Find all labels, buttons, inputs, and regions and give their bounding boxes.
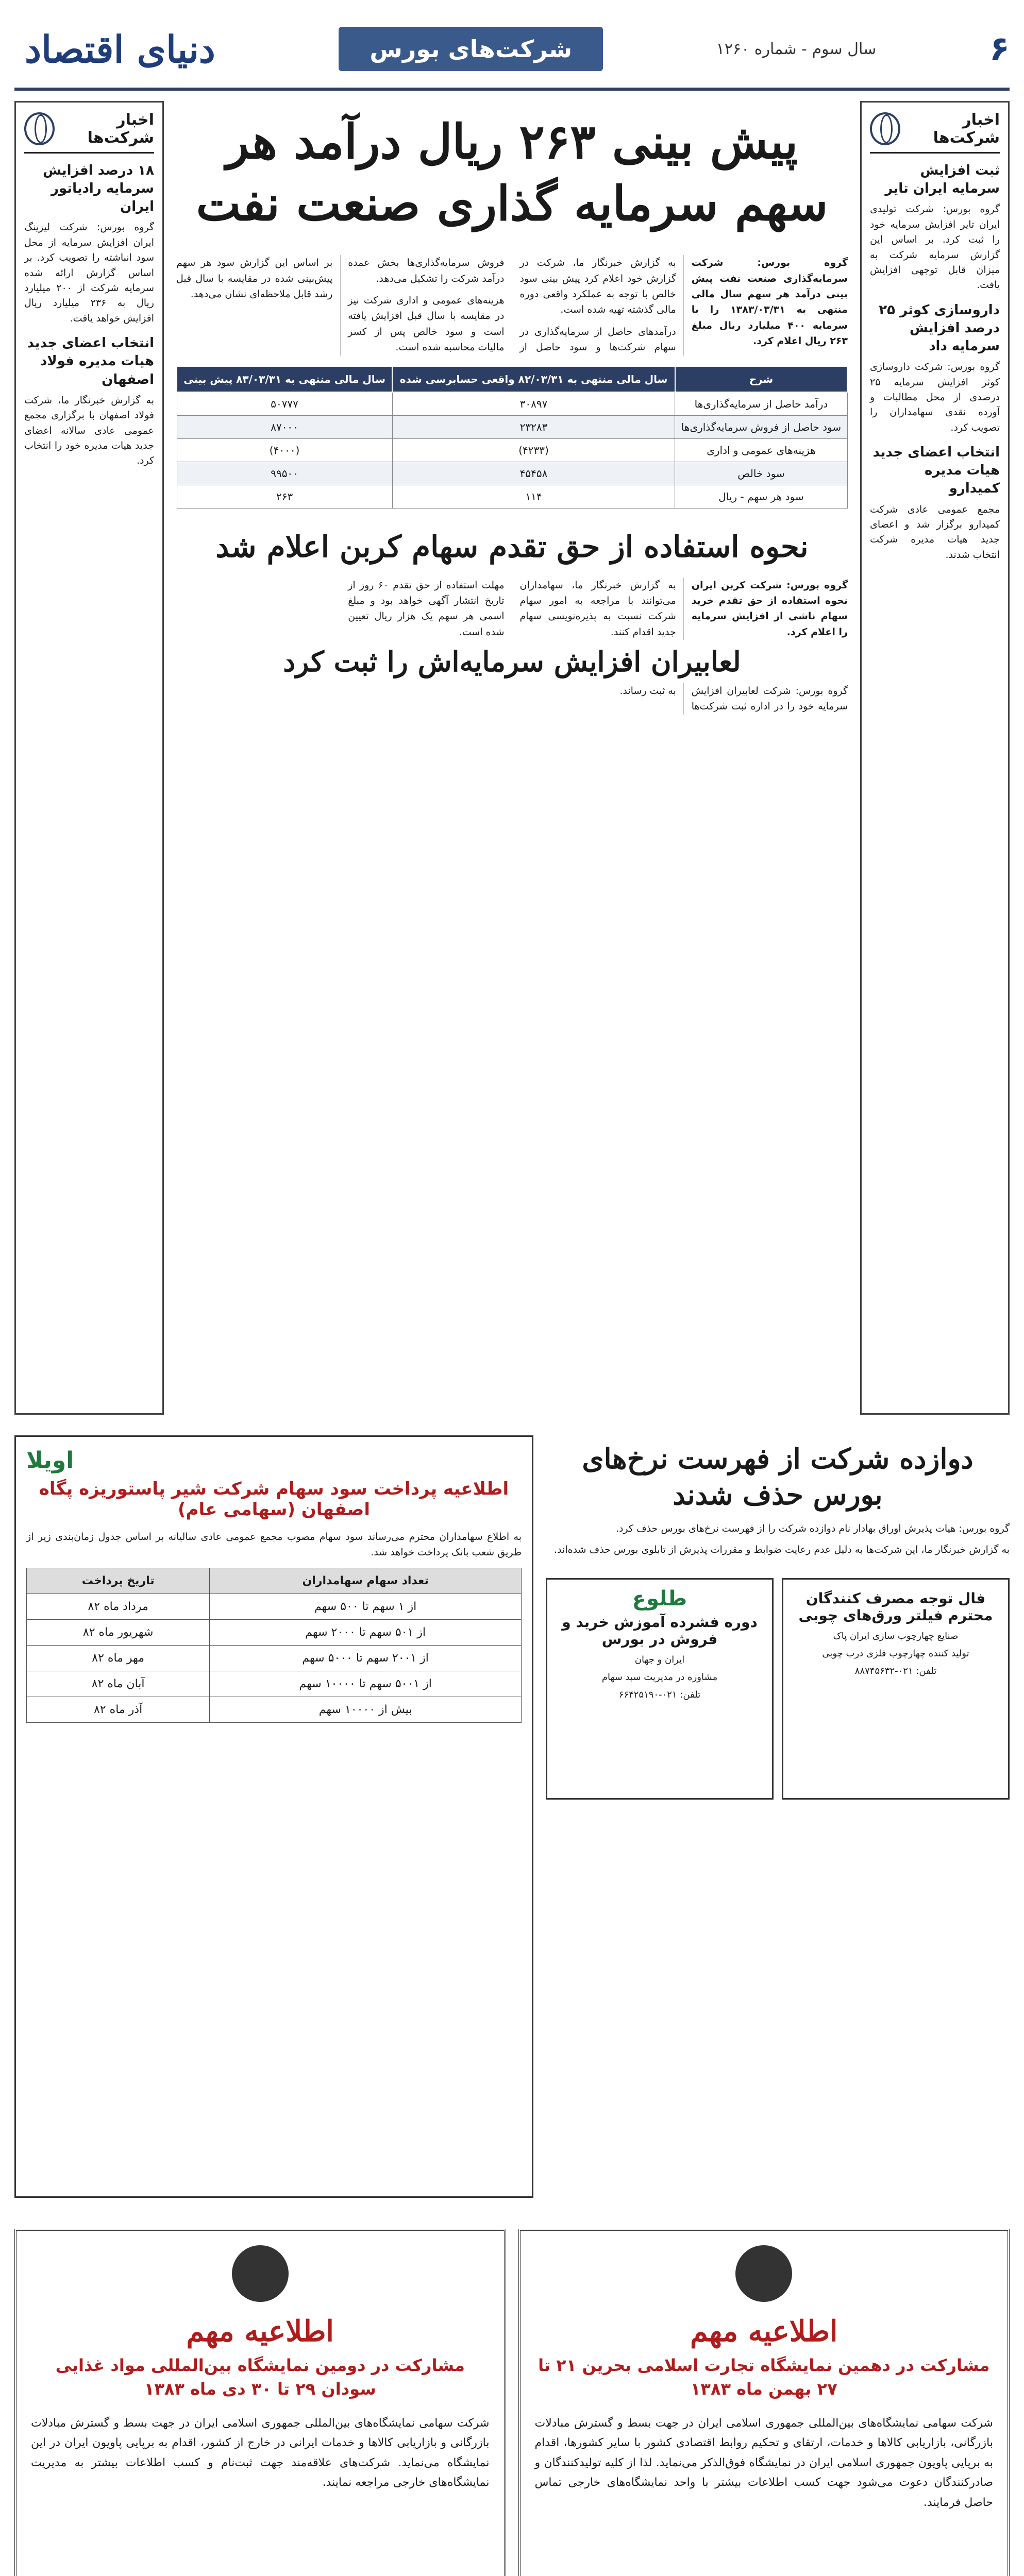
story-two-title: نحوه استفاده از حق تقدم سهام کربن اعلام شد [215,529,809,564]
middle-right [546,1435,1010,2198]
table-row [177,392,847,416]
article-lead: گروه بورس: شرکت سرمایه‌گذاری صنعت نفت پیش بینی درآمد هر سهم سال مالی منتهی به ۱۳۸۳/۰۳/۳۱ را با سرمایه ۴۰۰ میلیارد ریال مبلغ ۲۶۳ ریال اعلام کرد. [691,257,848,347]
story-two-article [176,578,848,640]
table-row [177,438,847,462]
table-cell: سود خالص [675,462,847,485]
table-cell: ۳۰۸۹۷ [392,392,675,416]
ad-title: دوره فشرده آموزش خرید و فروش در بورس [562,1614,758,1648]
story-four-title: لعابیران افزایش سرمایه‌اش را ثبت کرد [283,645,741,679]
article-paragraph: بر اساس این گزارش سود هر سهم پیش‌بینی شده در مقایسه با سال قبل رشد قابل ملاحظه‌ای نشان می‌دهد. [176,257,333,300]
section-title: شرکت‌های بورس [339,27,603,71]
masthead [14,10,1010,91]
emblem-icon [735,2245,792,2302]
table-cell: از ۱ سهم تا ۵۰۰ سهم [210,1594,522,1619]
right-sidebar [860,101,1010,1415]
article-paragraph: درآمدهای حاصل از سرمایه‌گذاری در سهام شرکت‌ها و سود حاصل از فروش سرمایه‌گذاری‌ها بخش عمده درآمد شرکت را تشکیل می‌دهد. [348,257,676,353]
table-cell: مرداد ماه ۸۲ [27,1594,210,1619]
bottom-notices [14,2229,1010,2576]
table-cell: ۹۹۵۰۰ [177,462,392,485]
table-row [177,485,847,508]
news-headline: انتخاب اعضای جدید هیات مدیره کمیدارو [872,445,1000,497]
main-article [176,255,848,355]
right-sidebar-head [870,111,1000,154]
notice-bahrain [518,2229,1010,2576]
left-sidebar [14,101,164,1415]
news-body: مجمع عمومی عادی شرکت کمیدارو برگزار شد و اعضای جدید هیات مدیره شرکت انتخاب شدند. [870,503,1000,561]
article-paragraph: گروه بورس: شرکت کربن ایران نحوه استفاده از حق تقدم خرید سهام ناشی از افزایش سرمایه را اعلام کرد. [691,579,848,638]
table-header: تعداد سهام سهامداران [210,1568,522,1594]
article-paragraph: به گزارش خبرنگار ما، این شرکت‌ها به دلیل عدم رعایت ضوابط و مقررات پذیرش از تابلوی بورس حذف شده‌اند. [554,1544,1010,1555]
ad-line: صنایع چهارچوب سازی ایران پاک [833,1631,959,1642]
table-cell: از ۵۰۰۱ سهم تا ۱۰۰۰۰ سهم [210,1671,522,1697]
globe-icon [24,112,55,145]
notice-title: اطلاعیه مهم [186,2314,334,2348]
table-cell: درآمد حاصل از سرمایه‌گذاری‌ها [675,392,847,416]
table-cell: ۴۵۴۵۸ [392,462,675,485]
article-paragraph: هزینه‌های عمومی و اداری شرکت نیز در مقایسه با سال قبل افزایش یافته است و سود خالص پس از کسر مالیات محاسبه شده است. [348,294,505,353]
table-row [27,1594,522,1619]
main-content [176,101,848,1415]
sidebar-title: اخبار شرکت‌ها [933,111,1000,147]
sidebar-title: اخبار شرکت‌ها [87,111,154,147]
table-cell: شهریور ماه ۸۲ [27,1619,210,1645]
story-four-article [176,683,848,715]
table-header: تاریخ پرداخت [27,1568,210,1594]
table-cell: از ۵۰۱ سهم تا ۲۰۰۰ سهم [210,1619,522,1645]
table-row [27,1645,522,1671]
notice-subtitle: مشارکت در دهمین نمایشگاه تجارت اسلامی بحرین ۲۱ تا ۲۷ بهمن ماه ۱۳۸۳ [538,2355,990,2399]
ad-brand: طلوع [632,1587,687,1611]
table-cell: (۴۰۰۰) [177,438,392,462]
table-row [27,1619,522,1645]
notice-subtitle: مشارکت در دومین نمایشگاه بین‌المللی مواد غذایی سودان ۲۹ تا ۳۰ دی ماه ۱۳۸۳ [55,2355,465,2399]
story-three-title: دوازده شرکت از فهرست نرخ‌های بورس حذف شدند [582,1442,973,1512]
page-number: ۶ [989,30,1010,68]
ad-title: فال توجه مصرف کنندگان محترم فیلتر ورق‌های چوبی [798,1590,993,1624]
table-row [27,1697,522,1722]
notice-title: اطلاعیه مهم [690,2314,838,2348]
article-paragraph: مهلت استفاده از حق تقدم ۶۰ روز از تاریخ انتشار آگهی خواهد بود و مبلغ اسمی هر سهم یک هزار ریال تعیین شده است. [348,579,505,638]
company-logo: اویلا [26,1447,74,1473]
table-cell: هزینه‌های عمومی و اداری [675,438,847,462]
top-region [14,101,1010,1415]
issue-info: سال سوم - شماره ۱۲۶۰ [716,40,877,58]
ads-row [546,1578,1010,1800]
table-cell: (۴۲۳۳) [392,438,675,462]
table-header: شرح [675,366,847,392]
dividend-notice [14,1435,533,2198]
notice-sudan [14,2229,506,2576]
news-body: گروه بورس: شرکت لیزینگ ایران افزایش سرمایه از محل سود انباشته را تصویب کرد. بر اساس گزارش ارائه شده سرمایه شرکت از ۲۰۰ میلیارد ریال به ۲۳۶ میلیارد ریال افزایش خواهد یافت. [24,222,154,324]
notice-title: اطلاعیه پرداخت سود سهام شرکت شیر پاستوریزه پگاه اصفهان (سهامی عام) [39,1479,509,1520]
table-cell: ۸۷۰۰۰ [177,415,392,438]
news-body: گروه بورس: شرکت تولیدی ایران تایر افزایش سرمایه خود را ثبت کرد. بر اساس این گزارش سرمایه شرکت به میزان قابل توجهی افزایش یافت. [870,204,1000,291]
globe-icon [870,112,900,145]
notice-body: شرکت سهامی نمایشگاه‌های بین‌المللی جمهوری اسلامی ایران در جهت بسط و گسترش مبادلات بازرگانی و بازاریابی کالاها و خدمات ایرانی در خارج از کشور، اقدام به برپایی پاویون ایران در این نمایشگاه می‌نماید. شرکت‌های علاقه‌مند جهت ثبت‌نام و کسب اطلاعات بیشتر به مدیریت نمایشگاه‌های خارجی مراجعه نمایند. [31,2416,490,2489]
table-cell: ۲۳۲۸۳ [392,415,675,438]
article-paragraph: به گزارش خبرنگار ما، شرکت در گزارش خود اعلام کرد پیش بینی سود خالص با توجه به عملکرد واقعی دوره مالی گذشته تهیه شده است. [519,257,676,316]
ad-line: ایران و جهان [634,1654,685,1666]
table-row [27,1671,522,1697]
ad-box [546,1578,774,1800]
table-cell: سود حاصل از فروش سرمایه‌گذاری‌ها [675,415,847,438]
news-body: به گزارش خبرنگار ما، شرکت فولاد اصفهان با برگزاری مجمع عمومی عادی سالانه اعضای جدید هیات مدیره خود را انتخاب کرد. [24,394,154,467]
article-paragraph: به گزارش خبرنگار ما، سهامداران می‌توانند با مراجعه به امور سهام شرکت نسبت به پذیره‌نویسی سهام جدید اقدام کنند. [519,579,676,638]
left-sidebar-head [24,111,154,154]
emblem-icon [232,2245,289,2302]
payment-schedule-table [26,1568,522,1723]
news-headline: انتخاب اعضای جدید هیات مدیره فولاد اصفهان [27,335,154,387]
table-row [177,462,847,485]
ad-line: تلفن: ۰۲۱-۶۶۴۲۵۱۹۰ [618,1689,701,1700]
table-cell: از ۲۰۰۱ سهم تا ۵۰۰۰ سهم [210,1645,522,1671]
table-header: سال مالی منتهی به ۸۳/۰۳/۳۱ پیش بینی [177,366,392,392]
newspaper-logo: دنیای اقتصاد [25,27,215,71]
news-headline: داروسازی کوثر ۲۵ درصد افزایش سرمایه داد [879,302,1000,354]
table-cell: ۵۰۷۷۷ [177,392,392,416]
financial-table [176,366,848,509]
ad-line: مشاوره در مدیریت سبد سهام [601,1672,718,1683]
table-cell: ۲۶۳ [177,485,392,508]
table-cell: سود هر سهم - ریال [675,485,847,508]
table-cell: ۱۱۴ [392,485,675,508]
article-paragraph: گروه بورس: هیات پذیرش اوراق بهادار نام دوازده شرکت را از فهرست نرخ‌های بورس حذف کرد. [615,1523,1010,1535]
article-paragraph: گروه بورس: شرکت لعابیران افزایش سرمایه خود را در اداره ثبت شرکت‌ها به ثبت رساند. [619,685,848,713]
main-headline: پیش بینی ۲۶۳ ریال درآمد هر سهم سرمایه گذاری صنعت نفت [196,114,828,231]
table-header: سال مالی منتهی به ۸۲/۰۳/۳۱ واقعی حسابرسی شده [392,366,675,392]
table-row [177,415,847,438]
ad-line: تولید کننده چهارچوب فلزی درب چوبی [822,1648,969,1659]
notice-body: شرکت سهامی نمایشگاه‌های بین‌المللی جمهوری اسلامی ایران در جهت بسط و گسترش مبادلات بازرگانی، بازاریابی کالاها و خدمات، ارتقای و تحکیم روابط اقتصادی کشور با سایر کشورها، اقدام به برپایی پاویون جمهوری اسلامی ایران در نمایشگاه فوق‌الذکر می‌نماید. لذا از کلیه تولیدکنندگان و صادرکنندگان دعوت می‌شود جهت کسب اطلاعات بیشتر با واحد نمایشگاه‌های خارجی تماس حاصل فرمایند. [534,2416,993,2509]
ad-line: تلفن: ۰۲۱-۸۸۷۴۵۶۳۲ [854,1665,937,1676]
news-headline: ۱۸ درصد افزایش سرمایه رادیاتور ایران [43,163,154,215]
table-cell: آبان ماه ۸۲ [27,1671,210,1697]
table-cell: مهر ماه ۸۲ [27,1645,210,1671]
middle-region [14,1435,1010,2198]
story-three [546,1435,1010,1563]
news-body: گروه بورس: شرکت داروسازی کوثر افزایش سرمایه ۲۵ درصدی از محل مطالبات و آورده نقدی سهامداران را تصویب کرد. [870,361,1000,433]
news-headline: ثبت افزایش سرمایه ایران تایر [885,163,1000,197]
table-cell: بیش از ۱۰۰۰۰ سهم [210,1697,522,1722]
notice-body: به اطلاع سهامداران محترم می‌رساند سود سهام مصوب مجمع عمومی عادی سالیانه بر اساس جدول زمان‌بندی زیر از طریق شعب بانک پرداخت خواهد شد. [26,1531,522,1558]
table-cell: آذر ماه ۸۲ [27,1697,210,1722]
ad-box [782,1578,1010,1800]
